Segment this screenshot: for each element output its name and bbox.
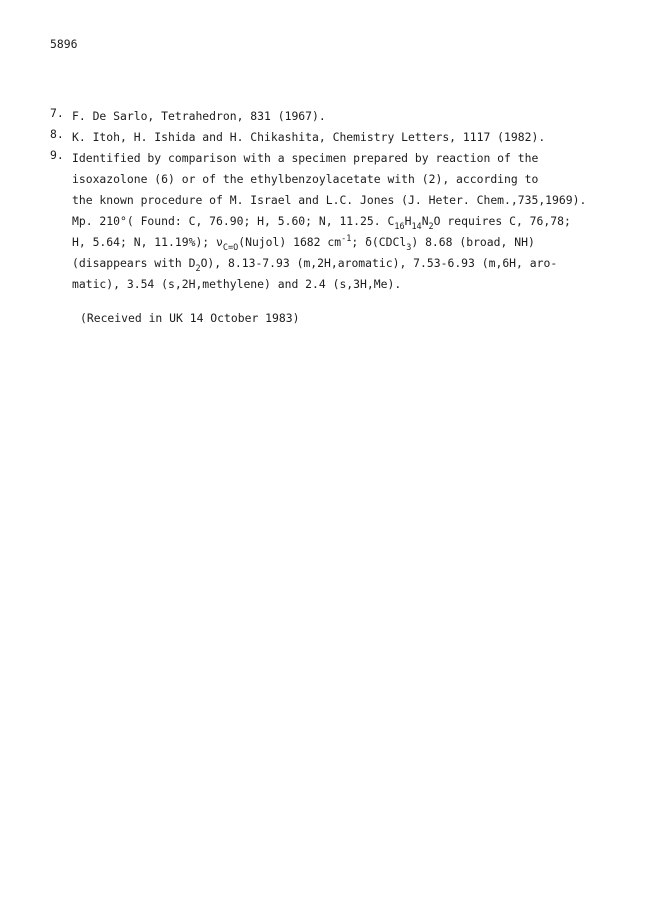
text-segment: H	[404, 214, 412, 228]
reference-text-line: Identified by comparison with a specimen prepared by reaction of the	[72, 151, 539, 165]
text-segment: (Nujol) 1682 cm	[238, 235, 342, 249]
reference-9	[50, 148, 630, 295]
text-segment: H, 5.64; N, 11.19%); ν	[72, 235, 223, 249]
reference-number: 8.	[50, 127, 64, 141]
received-date: (Received in UK 14 October 1983)	[80, 311, 300, 325]
subscript: 16	[394, 222, 405, 232]
text-segment: ) 8.68 (broad, NH)	[411, 235, 535, 249]
text-segment: O), 8.13-7.93 (m,2H,aromatic), 7.53-6.93 (m,6H, aro-	[200, 256, 558, 270]
reference-7	[50, 106, 630, 127]
reference-8	[50, 127, 630, 148]
reference-text-line-spectra	[72, 232, 630, 253]
text-segment: (disappears with D	[72, 256, 196, 270]
reference-text-line-formula	[72, 211, 630, 232]
text-segment: Mp. 210°( Found: C, 76.90; H, 5.60; N, 11.25. C	[72, 214, 395, 228]
reference-text-line: matic), 3.54 (s,2H,methylene) and 2.4 (s,3H,Me).	[72, 277, 402, 291]
reference-text: F. De Sarlo, Tetrahedron, 831 (1967).	[72, 109, 326, 123]
reference-text-line: the known procedure of M. Israel and L.C. Jones (J. Heter. Chem.,735,1969).	[72, 193, 587, 207]
reference-number: 7.	[50, 106, 64, 120]
superscript: -1	[341, 234, 352, 244]
text-segment: ; δ(CDCl	[351, 235, 407, 249]
text-segment: N	[421, 214, 429, 228]
reference-text-line: isoxazolone (6) or of the ethylbenzoylacetate with (2), according to	[72, 172, 539, 186]
reference-number: 9.	[50, 148, 64, 162]
subscript: 2	[195, 264, 201, 274]
reference-text-line-nmr	[72, 253, 630, 274]
text-segment: O requires C, 76,78;	[433, 214, 571, 228]
subscript: 2	[428, 222, 434, 232]
reference-text: K. Itoh, H. Ishida and H. Chikashita, Chemistry Letters, 1117 (1982).	[72, 130, 546, 144]
reference-list	[50, 106, 630, 295]
page-number: 5896	[50, 37, 78, 51]
subscript: C=O	[222, 243, 239, 253]
subscript: 14	[411, 222, 422, 232]
subscript: 3	[406, 243, 412, 253]
